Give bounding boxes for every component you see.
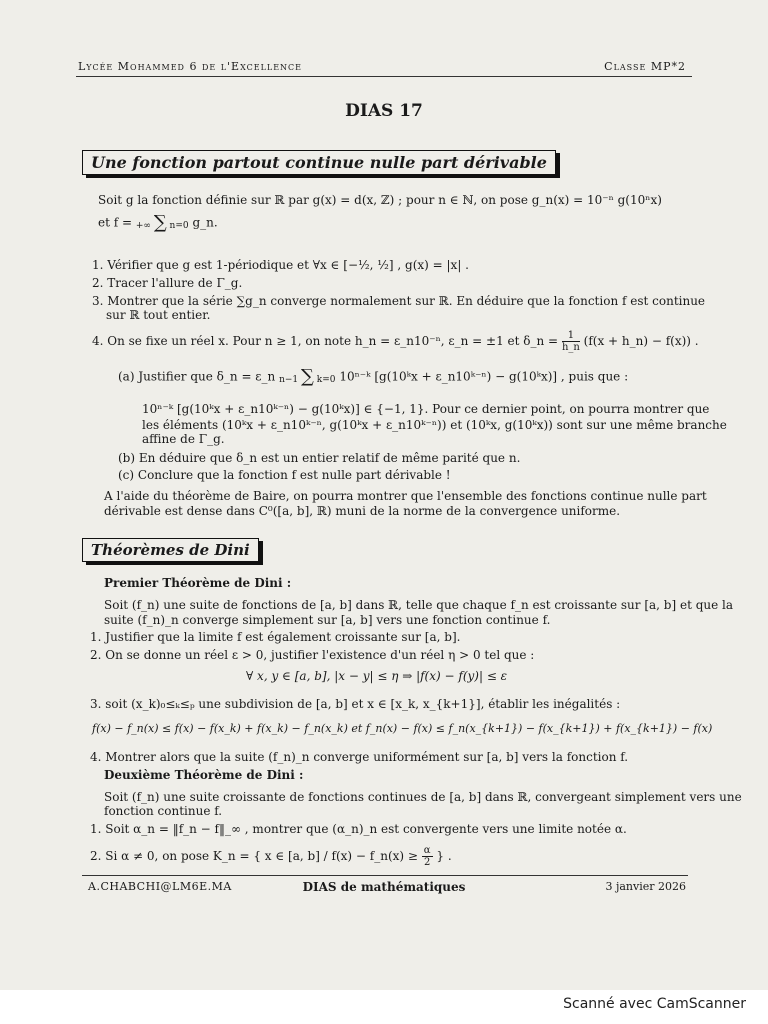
- continuity-equation: ∀ x, y ∈ [a, b], |x − y| ≤ η ⇒ |f(x) − f(y)| ≤ ε: [246, 669, 508, 683]
- second-theorem-title: Deuxième Théorème de Dini :: [104, 768, 304, 782]
- subquestion-c: (c) Conclure que la fonction f est nulle part dérivable !: [118, 468, 451, 482]
- section-heading-1: Une fonction partout continue nulle part dérivable: [82, 150, 556, 175]
- subquestion-a: [118, 368, 628, 386]
- first-question-2: 2. On se donne un réel ε > 0, justifier l'existence d'un réel η > 0 tel que :: [90, 648, 535, 662]
- page-title: DIAS 17: [345, 101, 423, 121]
- sum-symbol-k: [279, 368, 335, 386]
- question-4: [92, 330, 699, 353]
- scanner-watermark: Scanné avec CamScanner: [563, 996, 746, 1012]
- second-question-2-post: } .: [436, 849, 452, 863]
- second-question-2: [90, 845, 452, 868]
- sum-symbol: [136, 214, 189, 232]
- fraction-1-over-hn: [562, 330, 580, 353]
- header-school: Lycée Mohammed 6 de l'Excellence: [78, 60, 303, 73]
- first-question-3: 3. soit (x_k)₀≤ₖ≤ₚ une subdivision de [a, b] et x ∈ [x_k, x_{k+1}], établir les inégalités :: [90, 697, 621, 711]
- first-intro-2: suite (f_n)_n converge simplement sur [a, b] vers une fonction continue f.: [104, 613, 551, 627]
- intro-line-1: Soit g la fonction définie sur ℝ par g(x) = d(x, ℤ) ; pour n ∈ ℕ, on pose g_n(x) = 10⁻ⁿ g(10ⁿx): [98, 193, 662, 207]
- sum-top: +∞: [135, 221, 151, 231]
- sigma-glyph-k: ∑: [301, 366, 314, 387]
- header-class: Classe MP*2: [604, 60, 686, 73]
- baire-remark-1: A l'aide du théorème de Baire, on pourra montrer que l'ensemble des fonctions continue nulle part: [104, 489, 707, 503]
- fraction-alpha-over-2: [422, 845, 433, 868]
- second-intro-1: Soit (f_n) une suite croissante de fonctions continues de [a, b] dans ℝ, convergeant simplement vers une: [104, 790, 742, 804]
- fraction-den: h_n: [561, 342, 580, 353]
- subquestion-a-line-2: les éléments (10ᵏx + ε_n10ᵏ⁻ⁿ, g(10ᵏx + ε_n10ᵏ⁻ⁿ)) et (10ᵏx, g(10ᵏx)) sont sur une même branche: [142, 418, 727, 432]
- subquestion-a-pre: (a) Justifier que δ_n = ε_n: [118, 369, 276, 384]
- footer-rule: [82, 875, 688, 876]
- fraction-num: 1: [562, 330, 580, 342]
- question-4-tail: (f(x + h_n) − f(x)) .: [583, 334, 699, 348]
- footer-date: 3 janvier 2026: [605, 880, 686, 893]
- question-3: 3. Montrer que la série ∑g_n converge normalement sur ℝ. En déduire que la fonction f est continue: [92, 294, 706, 308]
- question-2: 2. Tracer l'allure de Γ_g.: [92, 276, 243, 290]
- subquestion-a-line-1: 10ⁿ⁻ᵏ [g(10ᵏx + ε_n10ᵏ⁻ⁿ) − g(10ᵏx)] ∈ {−1, 1}. Pour ce dernier point, on pourra montrer que: [142, 402, 710, 416]
- sigma-glyph: ∑: [153, 212, 167, 233]
- baire-remark-2: dérivable est dense dans C⁰([a, b], ℝ) muni de la norme de la convergence uniforme.: [104, 504, 621, 518]
- sum-bottom-k: k=0: [316, 375, 336, 385]
- question-4-text: 4. On se fixe un réel x. Pour n ≥ 1, on note h_n = ε_n10⁻ⁿ, ε_n = ±1 et δ_n =: [92, 334, 559, 348]
- sum-top-k: n−1: [279, 375, 299, 385]
- fraction-alpha-den: 2: [423, 857, 431, 868]
- subquestion-b: (b) En déduire que δ_n est un entier relatif de même parité que n.: [118, 451, 521, 465]
- first-intro-1: Soit (f_n) une suite de fonctions de [a, b] dans ℝ, telle que chaque f_n est croissante sur [a, b] et que la: [104, 598, 734, 612]
- section-heading-2: Théorèmes de Dini: [82, 538, 259, 562]
- first-question-4: 4. Montrer alors que la suite (f_n)_n converge uniformément sur [a, b] vers la fonction f.: [90, 750, 629, 764]
- second-intro-2: fonction continue f.: [104, 804, 223, 818]
- sum-bottom: n=0: [169, 221, 189, 231]
- fraction-alpha-num: α: [423, 845, 431, 856]
- question-1: 1. Vérifier que g est 1-périodique et ∀x ∈ [−½, ½] , g(x) = |x| .: [92, 258, 469, 272]
- inequalities-equation: f(x) − f_n(x) ≤ f(x) − f(x_k) + f(x_k) − f_n(x_k) et f_n(x) − f(x) ≤ f_n(x_{k+1}) − f(x_{k+1}) + f(x_{k+1}) − f(x): [92, 722, 713, 735]
- second-question-2-pre: 2. Si α ≠ 0, on pose K_n = { x ∈ [a, b] / f(x) − f_n(x) ≥: [90, 849, 418, 863]
- header-rule: [76, 76, 692, 77]
- first-question-1: 1. Justifier que la limite f est également croissante sur [a, b].: [90, 630, 461, 644]
- footer-email: A.CHABCHI@LM6E.MA: [88, 880, 232, 893]
- intro-line-2: [98, 214, 218, 232]
- question-3-cont: sur ℝ tout entier.: [106, 308, 211, 322]
- intro-f-term: g_n.: [192, 215, 218, 230]
- footer-title: DIAS de mathématiques: [302, 880, 466, 894]
- second-question-1: 1. Soit α_n = ‖f_n − f‖_∞ , montrer que (α_n)_n est convergente vers une limite notée α.: [90, 822, 627, 836]
- subquestion-a-post: 10ⁿ⁻ᵏ [g(10ᵏx + ε_n10ᵏ⁻ⁿ) − g(10ᵏx)] , puis que :: [339, 369, 629, 384]
- intro-f-def: et f =: [98, 215, 133, 230]
- first-theorem-title: Premier Théorème de Dini :: [104, 576, 292, 590]
- subquestion-a-line-3: affine de Γ_g.: [142, 432, 225, 446]
